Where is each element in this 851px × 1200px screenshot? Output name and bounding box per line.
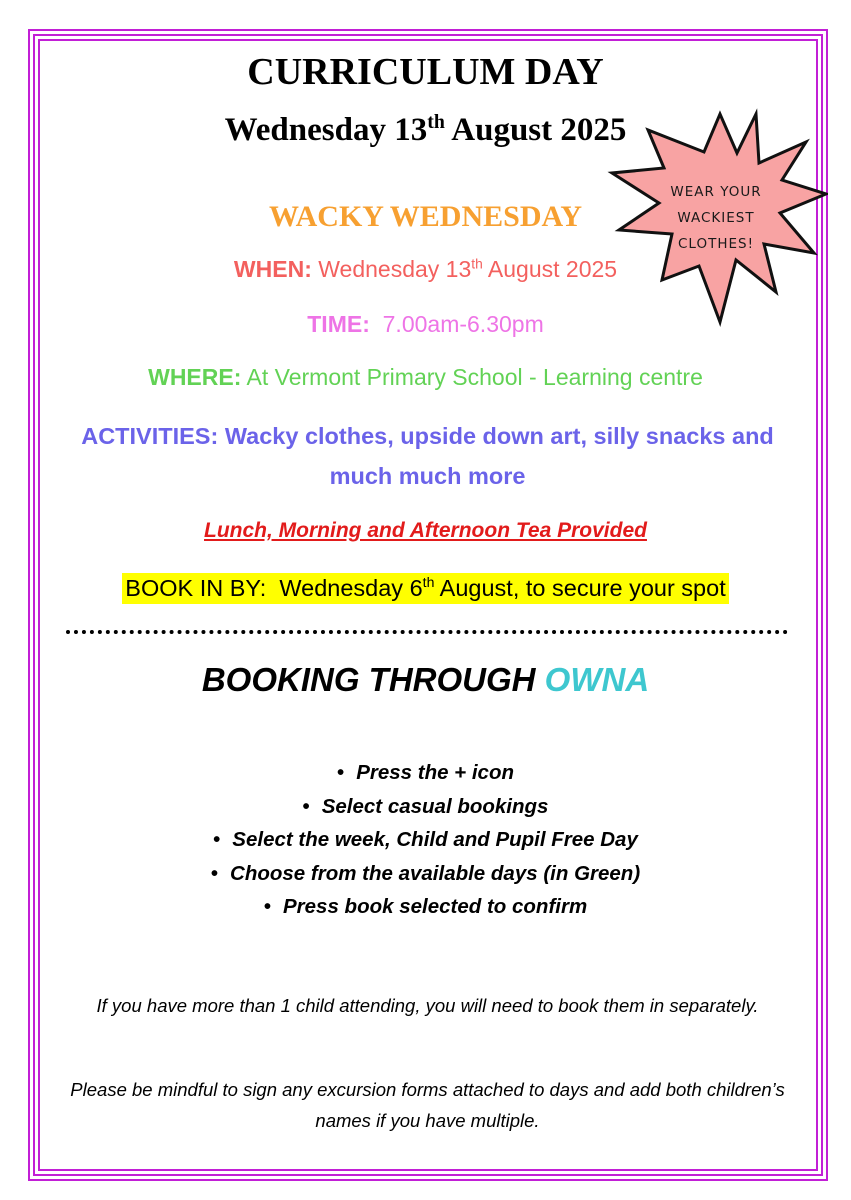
booking-step: • Press the + icon	[337, 761, 514, 784]
multiple-children-note: If you have more than 1 child attending, you will need to book them in separately.	[96, 995, 759, 1016]
booking-step: • Press book selected to confirm	[263, 895, 588, 918]
booking-step: • Select the week, Child and Pupil Free Day	[213, 828, 638, 851]
page-title: CURRICULUM DAY	[247, 51, 604, 93]
book-in-highlight: BOOK IN BY: Wednesday 6th August, to secure your spot	[122, 573, 728, 604]
booking-step: • Choose from the available days (in Green)	[210, 861, 641, 885]
event-date-heading: Wednesday 13th August 2025	[224, 111, 627, 148]
bullet-icon: •	[213, 828, 221, 851]
dotted-divider	[66, 630, 788, 634]
booking-steps-list	[0, 756, 851, 924]
book-in-line	[0, 573, 851, 604]
booking-heading: BOOKING THROUGH OWNA	[201, 661, 650, 698]
activities-line: ACTIVITIES: Wacky clothes, upside down art, silly snacks and much much more	[81, 423, 774, 489]
bullet-icon: •	[302, 794, 310, 818]
time-label: TIME:	[307, 311, 370, 337]
lunch-notice: Lunch, Morning and Afternoon Tea Provided	[204, 519, 647, 542]
bullet-icon: •	[337, 761, 345, 784]
booking-step: • Select casual bookings	[302, 794, 549, 818]
starburst-line-3: CLOTHES!	[677, 236, 755, 252]
where-label: WHERE:	[148, 364, 242, 390]
time-line: TIME: 7.00am-6.30pm	[307, 311, 544, 337]
bullet-icon: •	[263, 895, 271, 918]
excursion-forms-note: Please be mindful to sign any excursion forms attached to days and add both children’s names if you have multiple.	[70, 1079, 785, 1131]
starburst-line-2: WACKIEST	[677, 210, 755, 226]
when-line: WHEN: Wednesday 13th August 2025	[233, 256, 618, 282]
starburst-line-1: WEAR YOUR	[670, 184, 762, 200]
where-line: WHERE: At Vermont Primary School - Learning centre	[148, 364, 703, 390]
event-name: WACKY WEDNESDAY	[268, 200, 583, 233]
bullet-icon: •	[210, 861, 219, 885]
owna-brand: OWNA	[544, 661, 650, 698]
when-label: WHEN:	[233, 256, 312, 282]
starburst-badge	[604, 108, 828, 328]
